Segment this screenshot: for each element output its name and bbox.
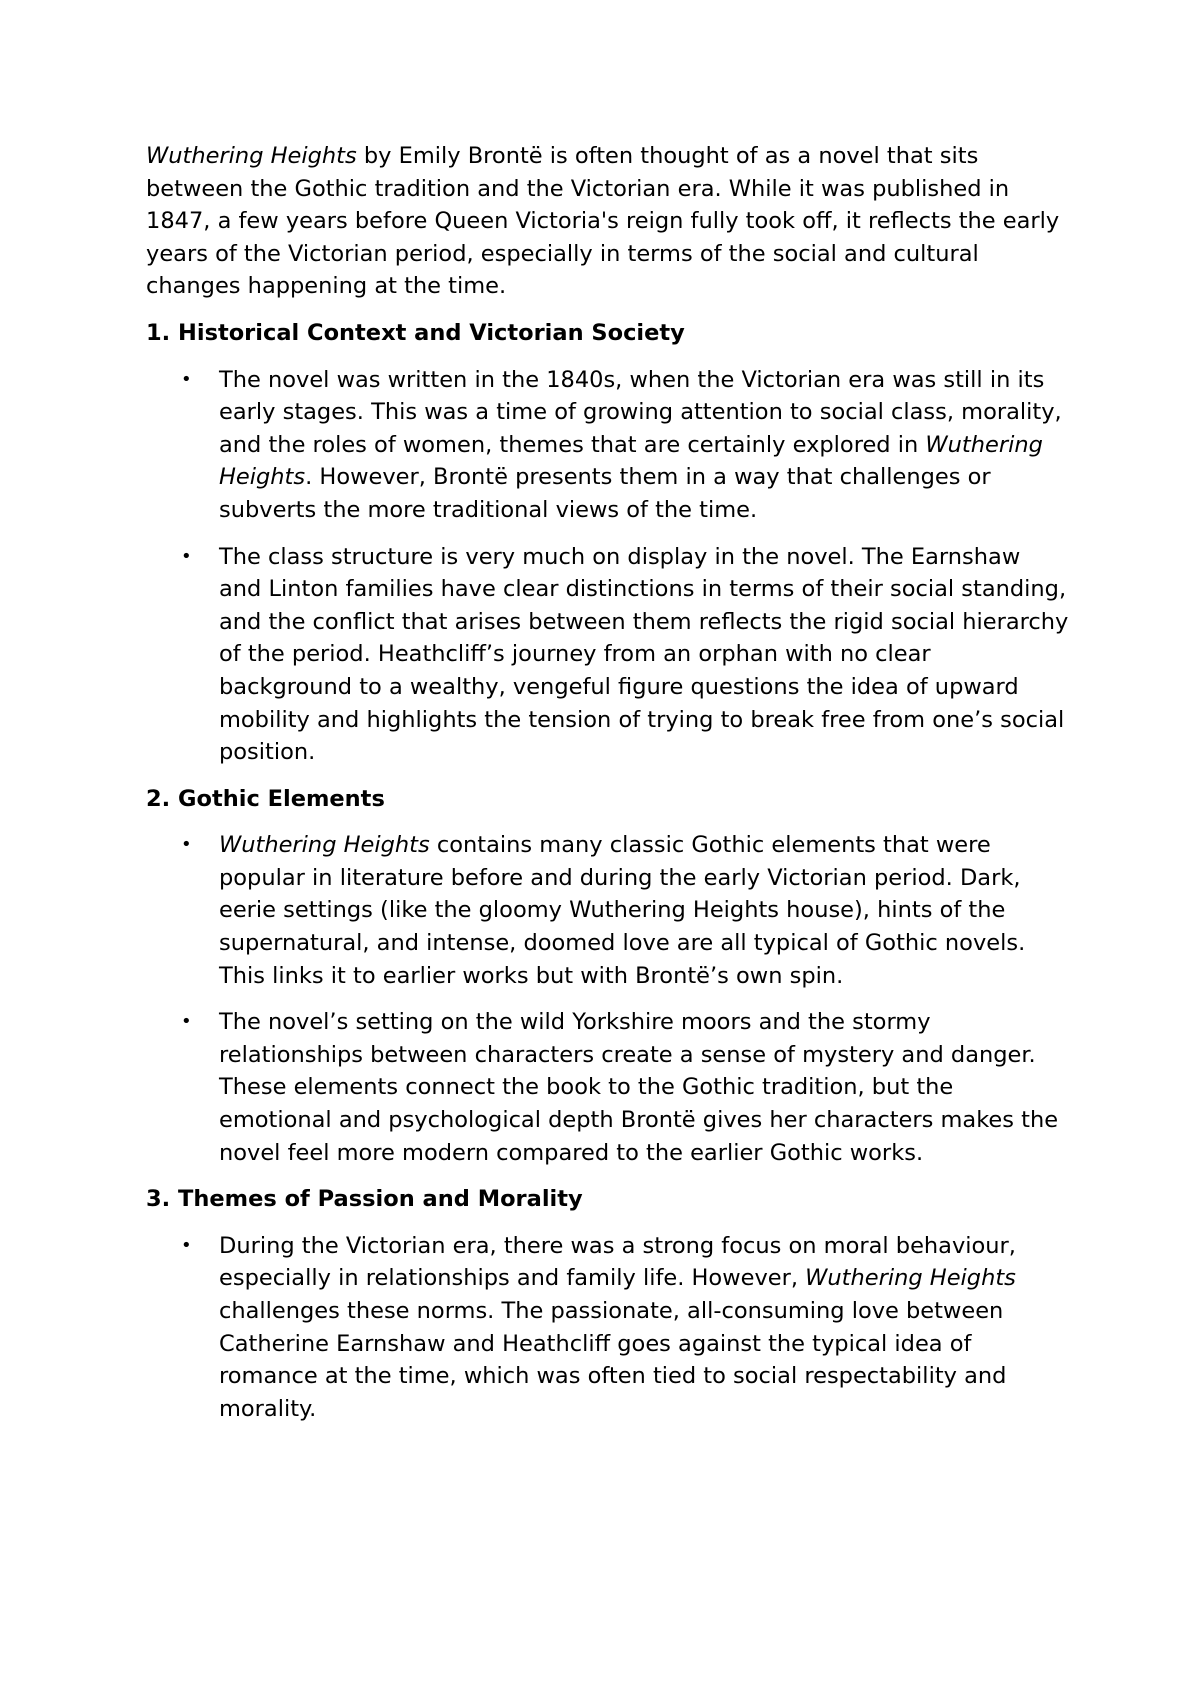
intro-paragraph: [146, 140, 1066, 303]
bullet-text: . However, Brontë presents them in a way that challenges or subverts the more traditional views of the time.: [219, 464, 991, 523]
bullet-icon: •: [181, 1234, 192, 1256]
section-1: [146, 317, 1080, 769]
bullet-text: The novel was written in the 1840s, when the Victorian era was still in its early stages. This was a time of growing attention to social class, morality, and the roles of women, themes that are certainly explored in: [219, 366, 1062, 458]
bullet-book-title: Wuthering Heights: [219, 431, 1043, 491]
bullet-item: [146, 1230, 1069, 1426]
bullet-list: [146, 1230, 1080, 1426]
bullet-text: The class structure is very much on display in the novel. The Earnshaw and Linton families have clear distinctions in terms of their social standing, and the conflict that arises between them reflects the rigid social hierarchy of the period. Heathcliff’s journey from an orphan with no clear background to a wealthy, vengeful figure questions the idea of upward mobility and highlights the tension of trying to break free from one’s social position.: [219, 543, 1069, 766]
bullet-item: [146, 1006, 1069, 1169]
bullet-item: [146, 829, 1069, 992]
bullet-text: During the Victorian era, there was a strong focus on moral behaviour, especially in relationships and family life. However,: [219, 1232, 1016, 1292]
bullet-book-title: Wuthering Heights: [805, 1265, 1016, 1292]
section-heading: 3. Themes of Passion and Morality: [146, 1186, 583, 1213]
bullet-item: [146, 364, 1069, 527]
bullet-list: [146, 364, 1080, 769]
section-heading: 1. Historical Context and Victorian Society: [146, 319, 685, 346]
section-heading: 2. Gothic Elements: [146, 785, 385, 812]
bullet-item: [146, 541, 1069, 769]
bullet-icon: •: [181, 834, 192, 856]
bullet-text: contains many classic Gothic elements that were popular in literature before and during the early Victorian period. Dark, eerie settings (like the gloomy Wuthering Heights house), hints of the supernatural, and intense, doomed love are all typical of Gothic novels. This links it to earlier works but with Brontë’s own spin.: [219, 832, 1026, 989]
intro-text: by Emily Brontë is often thought of as a novel that sits between the Gothic tradition and the Victorian era. While it was published in 1847, a few years before Queen Victoria's reign fully took off, it reflects the early years of the Victorian period, especially in terms of the social and cultural changes happening at the time.: [146, 143, 1060, 300]
bullet-book-title: Wuthering Heights: [219, 832, 430, 859]
bullet-icon: •: [181, 368, 192, 390]
bullet-list: [146, 829, 1080, 1169]
intro-book-title: Wuthering Heights: [146, 143, 357, 169]
bullet-text: The novel’s setting on the wild Yorkshire moors and the stormy relationships between characters create a sense of mystery and danger. These elements connect the book to the Gothic tradition, but the emotional and psychological depth Brontë gives her characters makes the novel feel more modern compared to the earlier Gothic works.: [219, 1009, 1059, 1166]
bullet-icon: •: [181, 545, 192, 567]
bullet-icon: •: [181, 1011, 192, 1033]
section-3: [146, 1183, 1080, 1425]
section-2: [146, 783, 1080, 1170]
bullet-text: challenges these norms. The passionate, all-consuming love between Catherine Earnshaw and Heathcliff goes against the typical idea of romance at the time, which was often tied to social respectability and morality.: [219, 1298, 1007, 1422]
